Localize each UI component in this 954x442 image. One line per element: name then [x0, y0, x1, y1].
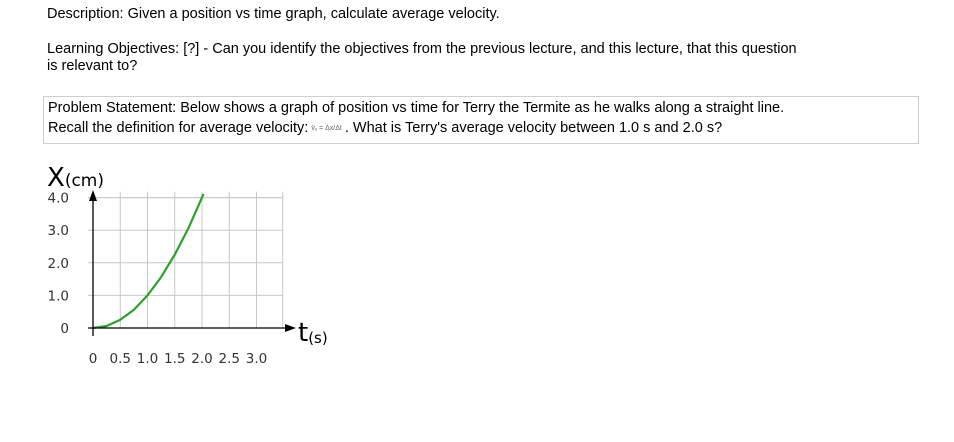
x-axis-arrow	[285, 324, 296, 332]
chart-grid	[88, 192, 283, 328]
problem-question-text: . What is Terry's average velocity between 1.0 s and 2.0 s?	[344, 120, 723, 136]
x-tick-label: 0.5	[109, 351, 131, 367]
x-tick-label: 1.5	[164, 351, 186, 367]
problem-statement-text: Below shows a graph of position vs time for Terry the Termite as he walks along a straight line.	[180, 100, 785, 116]
learning-objectives-text-2: is relevant to?	[47, 58, 138, 74]
y-axis-label: X(cm)	[47, 163, 104, 193]
description-text: Given a position vs time graph, calculate average velocity.	[127, 6, 500, 22]
description-line	[47, 6, 500, 23]
x-tick-label: 1.0	[136, 351, 159, 367]
x-tick-label: 0	[88, 351, 98, 367]
learning-objectives-text: [?] - Can you identify the objectives from the previous lecture, and this lecture, that this question	[183, 41, 797, 57]
problem-recall-text: Recall the definition for average velocity:	[48, 120, 309, 136]
learning-objectives-label: Learning Objectives:	[47, 41, 180, 57]
problem-statement-label: Problem Statement:	[48, 100, 177, 116]
y-axis-arrow	[89, 190, 97, 201]
y-tick-label: 2.0	[47, 255, 69, 272]
position-curve	[93, 194, 203, 328]
y-tick-label: 3.0	[47, 223, 69, 240]
y-tick-label: 1.0	[47, 288, 69, 305]
x-tick-label: 2.5	[218, 351, 240, 367]
y-tick-label: 0	[60, 321, 69, 337]
problem-statement-line-1	[48, 100, 784, 117]
problem-statement-box	[43, 96, 919, 144]
average-velocity-formula-image: v̄ₓ = Δx/Δt	[311, 125, 342, 132]
chart-ticks	[48, 191, 268, 367]
x-tick-label: 3.0	[245, 351, 268, 367]
problem-statement-line-2	[48, 120, 722, 137]
description-label: Description:	[47, 6, 124, 22]
learning-objectives-line	[47, 41, 797, 58]
position-time-chart	[0, 150, 420, 380]
learning-objectives-line-2	[47, 58, 137, 75]
y-tick-label: 4.0	[47, 190, 69, 207]
x-tick-label: 2.0	[191, 351, 213, 367]
x-axis-label: t(s)	[298, 318, 328, 348]
